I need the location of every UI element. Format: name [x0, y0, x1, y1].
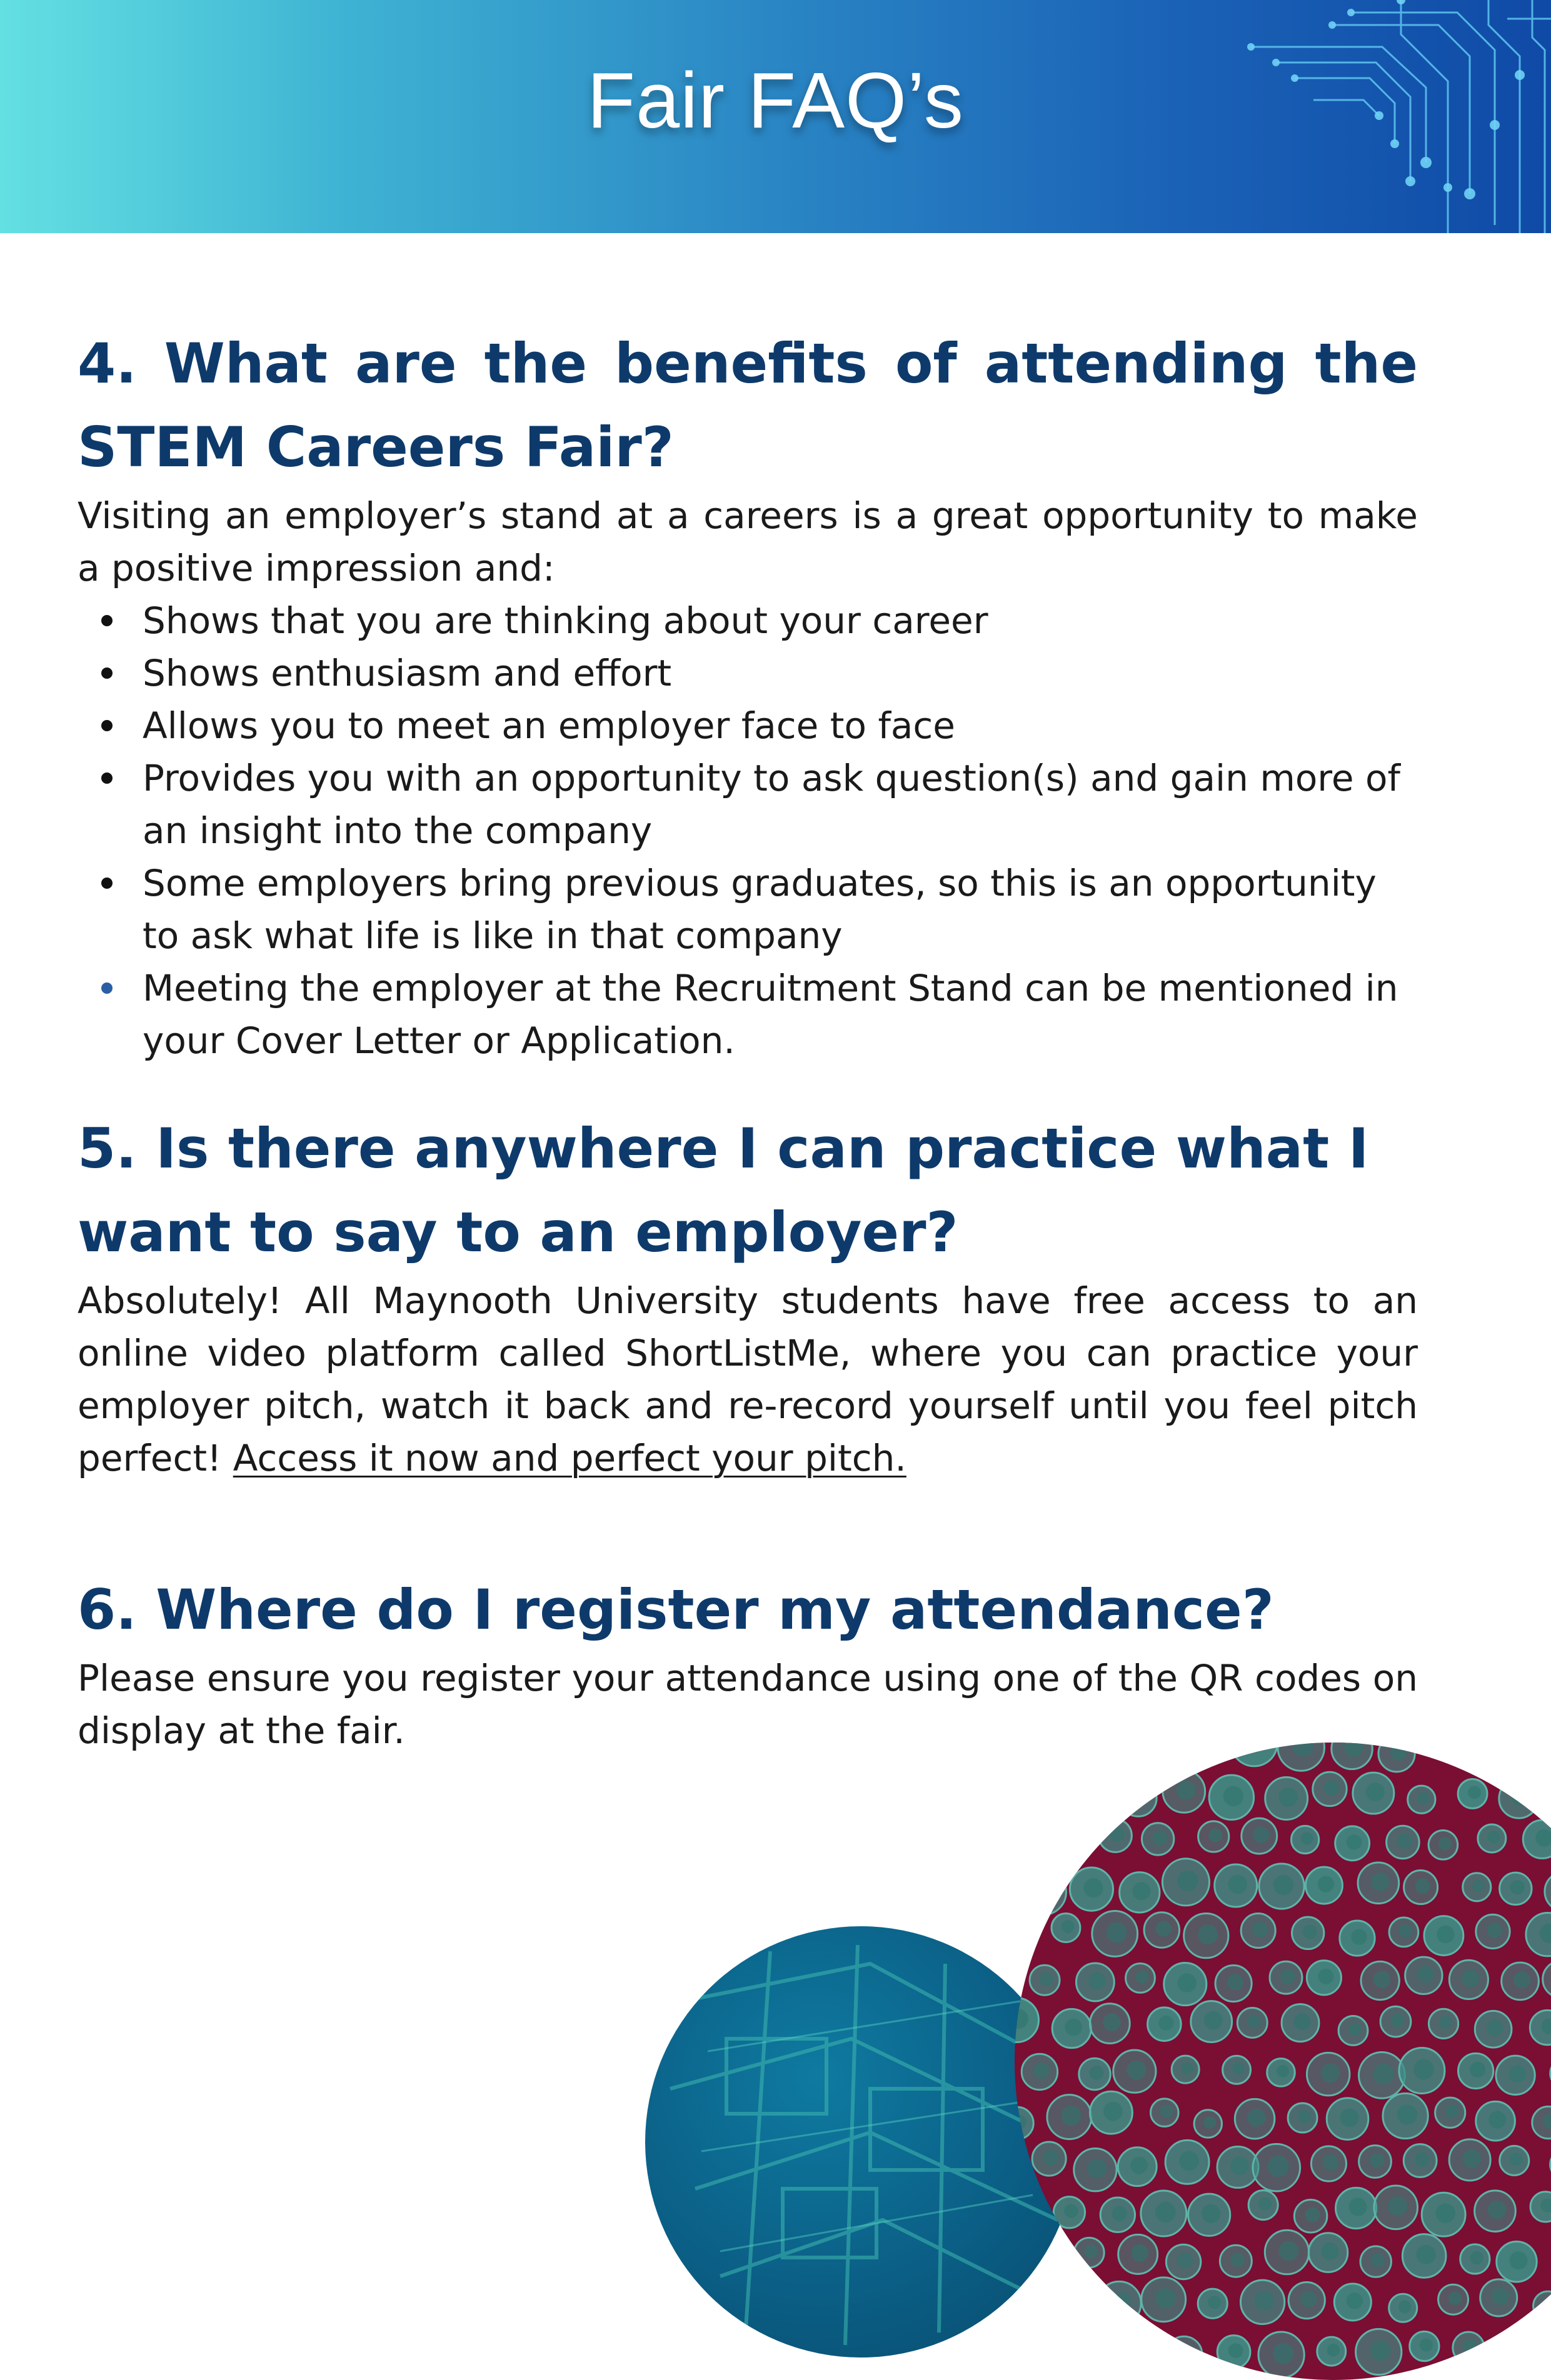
cell-nucleus: [1062, 1920, 1075, 1933]
cell-nucleus: [1371, 2253, 1385, 2267]
cell-nucleus: [1348, 2022, 1362, 2036]
cell-nucleus: [1417, 2245, 1436, 2264]
cell-nucleus: [1040, 1972, 1053, 1986]
cell-nucleus: [1136, 2338, 1148, 2350]
cell-shape: [1533, 2291, 1551, 2321]
cell-nucleus: [1035, 1881, 1056, 1901]
cell-nucleus: [1370, 2341, 1391, 2361]
cell-nucleus: [1155, 2288, 1175, 2308]
cell-nucleus: [1327, 2344, 1340, 2357]
cell-nucleus: [1463, 2339, 1478, 2354]
cell-shape: [1543, 1961, 1551, 1998]
cell-nucleus: [1438, 2016, 1452, 2029]
cell-nucleus: [1132, 1882, 1150, 1900]
cell-nucleus: [1280, 1969, 1295, 1984]
cell-nucleus: [1132, 1789, 1148, 1805]
cell-nucleus: [1509, 2251, 1527, 2269]
cell-nucleus: [1348, 2198, 1367, 2216]
cell-nucleus: [1090, 1783, 1107, 1799]
cell-nucleus: [1248, 2109, 1266, 2127]
cell-nucleus: [1135, 1970, 1148, 1983]
cell-nucleus: [1388, 2196, 1407, 2216]
cell-nucleus: [1305, 2208, 1320, 2222]
cell-nucleus: [1391, 2014, 1405, 2028]
cell-shape: [1046, 1822, 1090, 1866]
cell-nucleus: [1088, 1972, 1105, 1989]
cell-nucleus: [1510, 1880, 1525, 1894]
cell-nucleus: [1462, 2149, 1481, 2168]
cell-nucleus: [1230, 2157, 1249, 2176]
cell-nucleus: [1083, 2338, 1098, 2353]
bullet-icon: [101, 668, 113, 679]
cell-shape: [1166, 2336, 1202, 2372]
cell-nucleus: [1435, 2203, 1455, 2222]
cell-nucleus: [1156, 1921, 1172, 1936]
cell-nucleus: [1370, 2153, 1384, 2168]
cell-nucleus: [1470, 2062, 1485, 2078]
cell-nucleus: [1415, 1878, 1430, 1893]
cell-nucleus: [1468, 1786, 1481, 1799]
cell-nucleus: [1060, 1833, 1080, 1853]
cell-nucleus: [1015, 1828, 1025, 1841]
cell-nucleus: [1448, 2291, 1462, 2305]
question-4-intro: Visiting an employer’s stand at a careers is a great opportunity to make a positive impression and:: [78, 494, 1418, 589]
benefits-list: [78, 594, 1418, 1067]
cell-nucleus: [1415, 2152, 1430, 2167]
cell-nucleus: [1437, 1926, 1454, 1943]
cell-shape: [1078, 1774, 1115, 1811]
cell-nucleus: [1208, 2296, 1221, 2309]
cell-nucleus: [1417, 1792, 1430, 1804]
list-item-text: Provides you with an opportunity to ask question(s) and gain more of an insight into the company: [143, 757, 1400, 852]
list-item: [78, 594, 1418, 647]
cell-nucleus: [1160, 2105, 1173, 2118]
question-6-heading: 6. Where do I register my attendance?: [78, 1578, 1274, 1642]
cell-nucleus: [1294, 2013, 1311, 2030]
cell-nucleus: [1090, 2066, 1104, 2080]
cell-nucleus: [1083, 1878, 1103, 1898]
cell-shape: [1120, 1780, 1157, 1816]
cell-nucleus: [1298, 2110, 1311, 2123]
cell-nucleus: [1178, 2345, 1194, 2361]
cell-nucleus: [1177, 1870, 1198, 1891]
list-item-text: Shows enthusiasm and effort: [143, 652, 672, 694]
cell-nucleus: [1110, 1827, 1125, 1842]
cell-nucleus: [1371, 1872, 1390, 1891]
list-item: [78, 857, 1418, 962]
cell-shape: [1499, 1779, 1538, 1818]
cell-shape: [1021, 2329, 1062, 2371]
question-5-body: [78, 1274, 1418, 1484]
cell-nucleus: [1228, 1875, 1247, 1894]
cell-nucleus: [1303, 1924, 1317, 1939]
list-item: [78, 647, 1418, 699]
cell-shape: [1015, 1912, 1038, 1948]
cell-nucleus: [1065, 2019, 1082, 2036]
question-4-heading: 4. What are the benefits of attending the STEM Careers Fair?: [78, 331, 1418, 479]
bullet-icon: [101, 772, 113, 784]
list-item-text: Meeting the employer at the Recruitment Stand can be mentioned in your Cover Letter or Application.: [143, 967, 1398, 1062]
cell-nucleus: [1153, 1831, 1167, 1845]
list-item: [78, 752, 1418, 857]
cell-nucleus: [1508, 2065, 1526, 2082]
cell-nucleus: [1230, 2252, 1245, 2267]
cell-nucleus: [1223, 1786, 1243, 1806]
cell-nucleus: [1492, 2288, 1509, 2305]
cell-nucleus: [1258, 2198, 1272, 2211]
cell-nucleus: [1366, 1782, 1385, 1801]
bullet-icon: [101, 982, 113, 994]
cell-nucleus: [1208, 1828, 1222, 1842]
cell-nucleus: [1204, 2011, 1223, 2030]
cell-nucleus: [1181, 2062, 1193, 2074]
cell-nucleus: [1228, 2343, 1243, 2358]
cell-nucleus: [1043, 2150, 1058, 2165]
cell-nucleus: [1351, 1929, 1367, 1944]
cell-nucleus: [1278, 1788, 1298, 1807]
cell-nucleus: [1487, 1922, 1502, 1938]
cell-shape: [1522, 1742, 1551, 1771]
cell-nucleus: [1131, 2244, 1148, 2262]
list-item-text: Shows that you are thinking about your career: [143, 599, 988, 642]
cell-shape: [1021, 1869, 1066, 1914]
cell-shape: [1540, 1775, 1551, 1821]
cell-nucleus: [1488, 2111, 1506, 2129]
cell-nucleus: [1510, 2152, 1523, 2166]
cell-nucleus: [1198, 1924, 1218, 1944]
cell-nucleus: [1318, 1969, 1334, 1984]
cell-nucleus: [1512, 1789, 1529, 1806]
list-item-text: Allows you to meet an employer face to face: [143, 704, 955, 747]
page-title: Fair FAQ’s: [587, 56, 964, 144]
circuit-decoration: [1238, 0, 1551, 233]
cell-nucleus: [1130, 2157, 1148, 2174]
cell-nucleus: [1034, 2339, 1053, 2358]
cell-nucleus: [1489, 1742, 1502, 1752]
cell-shape: [1018, 1773, 1060, 1814]
cell-nucleus: [1158, 2016, 1173, 2031]
cell-nucleus: [1323, 2154, 1338, 2170]
cell-nucleus: [1273, 2343, 1293, 2364]
cell-nucleus: [1413, 2059, 1434, 2080]
cell-nucleus: [1301, 1832, 1313, 1845]
cell-shape: [1496, 2331, 1543, 2378]
bullet-icon: [101, 720, 113, 731]
cell-nucleus: [1112, 2206, 1127, 2221]
cell-nucleus: [1470, 2251, 1483, 2264]
cell-nucleus: [1232, 2062, 1245, 2075]
cell-nucleus: [1487, 1831, 1500, 1843]
cell-nucleus: [1321, 2242, 1338, 2260]
cell-nucleus: [1462, 1969, 1479, 1987]
cell-shape: [1545, 1872, 1551, 1911]
cell-nucleus: [1373, 2064, 1394, 2084]
cell-shape: [1479, 1742, 1508, 1761]
cell-nucleus: [1472, 1879, 1485, 1892]
cell-nucleus: [1155, 2202, 1176, 2222]
cell-nucleus: [1127, 2061, 1147, 2080]
cell-nucleus: [1112, 2292, 1131, 2311]
cell-nucleus: [1252, 1922, 1268, 1938]
cell-nucleus: [1417, 1966, 1434, 1982]
cell-shape: [1127, 2331, 1155, 2359]
cell-nucleus: [1179, 2151, 1198, 2171]
faq-content: [78, 322, 1418, 1757]
cell-shape: [1015, 1821, 1031, 1850]
cell-nucleus: [1031, 1783, 1050, 1802]
cell-nucleus: [1320, 2063, 1340, 2082]
cell-nucleus: [1397, 1834, 1412, 1849]
cells-microscopy-image: [1015, 1742, 1551, 2380]
cell-nucleus: [1510, 2342, 1532, 2363]
cell-nucleus: [1103, 2102, 1123, 2121]
cell-nucleus: [1347, 1834, 1362, 1850]
cell-nucleus: [1533, 1743, 1550, 1760]
cell-nucleus: [1318, 1876, 1335, 1892]
cell-nucleus: [1253, 1827, 1269, 1843]
cell-nucleus: [1273, 1875, 1294, 1896]
cell-shape: [1098, 2281, 1142, 2325]
cell-nucleus: [1277, 2065, 1289, 2078]
cell-nucleus: [1103, 2013, 1121, 2031]
question-5-body-text: Absolutely! All Maynooth University students have free access to an online video platform called ShortListMe, where you can practice your employer pitch, watch it back and re-record yourself until you feel pitch perfect!: [78, 1279, 1418, 1479]
cell-nucleus: [1085, 2244, 1098, 2258]
header-banner: [0, 0, 1551, 233]
cell-nucleus: [1227, 1974, 1243, 1990]
cell-nucleus: [1443, 1742, 1457, 1752]
cell-nucleus: [1373, 1971, 1391, 1988]
cell-nucleus: [1061, 2106, 1081, 2126]
cell-nucleus: [1107, 1922, 1127, 1943]
cell-shape: [1071, 2329, 1106, 2364]
cell-shape: [1433, 1742, 1463, 1761]
cell-nucleus: [1279, 2241, 1299, 2261]
cell-nucleus: [1033, 2062, 1050, 2079]
cell-nucleus: [1397, 2104, 1418, 2125]
cell-nucleus: [1202, 2204, 1220, 2223]
cell-nucleus: [1487, 2019, 1503, 2036]
list-item: [78, 962, 1418, 1067]
cell-nucleus: [1324, 1780, 1339, 1795]
cell-nucleus: [1300, 2291, 1317, 2307]
cell-nucleus: [1340, 2108, 1359, 2127]
cell-nucleus: [1203, 2116, 1216, 2129]
cell-nucleus: [1398, 2301, 1411, 2313]
cell-nucleus: [1178, 2253, 1193, 2269]
cell-nucleus: [1063, 2295, 1082, 2314]
cell-nucleus: [1255, 2291, 1275, 2311]
cell-nucleus: [1445, 2104, 1459, 2118]
cell-nucleus: [1399, 1924, 1412, 1938]
bullet-icon: [101, 878, 113, 889]
cell-nucleus: [1088, 2159, 1107, 2178]
circuit-board-image: [645, 1926, 1077, 2358]
cell-nucleus: [1513, 1971, 1530, 1988]
cell-nucleus: [1347, 2292, 1363, 2309]
cell-nucleus: [1438, 1837, 1452, 1850]
cell-nucleus: [1247, 2015, 1261, 2029]
cell-nucleus: [1268, 2156, 1289, 2177]
cell-nucleus: [1420, 2338, 1433, 2351]
list-item: [78, 699, 1418, 752]
cell-nucleus: [1177, 1781, 1195, 1799]
cell-shape: [1050, 2285, 1092, 2326]
question-5-heading: 5. Is there anywhere I can practice what I want to say to an employer?: [78, 1116, 1369, 1264]
question-6-body: Please ensure you register your attendance using one of the QR codes on display at the fair.: [78, 1657, 1418, 1752]
cell-nucleus: [1015, 1921, 1030, 1938]
cell-nucleus: [1015, 2291, 1027, 2309]
cell-nucleus: [1488, 2201, 1507, 2219]
cell-nucleus: [1177, 1973, 1197, 1992]
pitch-practice-link[interactable]: Access it now and perfect your pitch.: [233, 1437, 906, 1479]
cell-nucleus: [1064, 2204, 1078, 2218]
list-item-text: Some employers bring previous graduates, so this is an opportunity to ask what life is like in that company: [143, 862, 1377, 957]
bullet-icon: [101, 615, 113, 626]
